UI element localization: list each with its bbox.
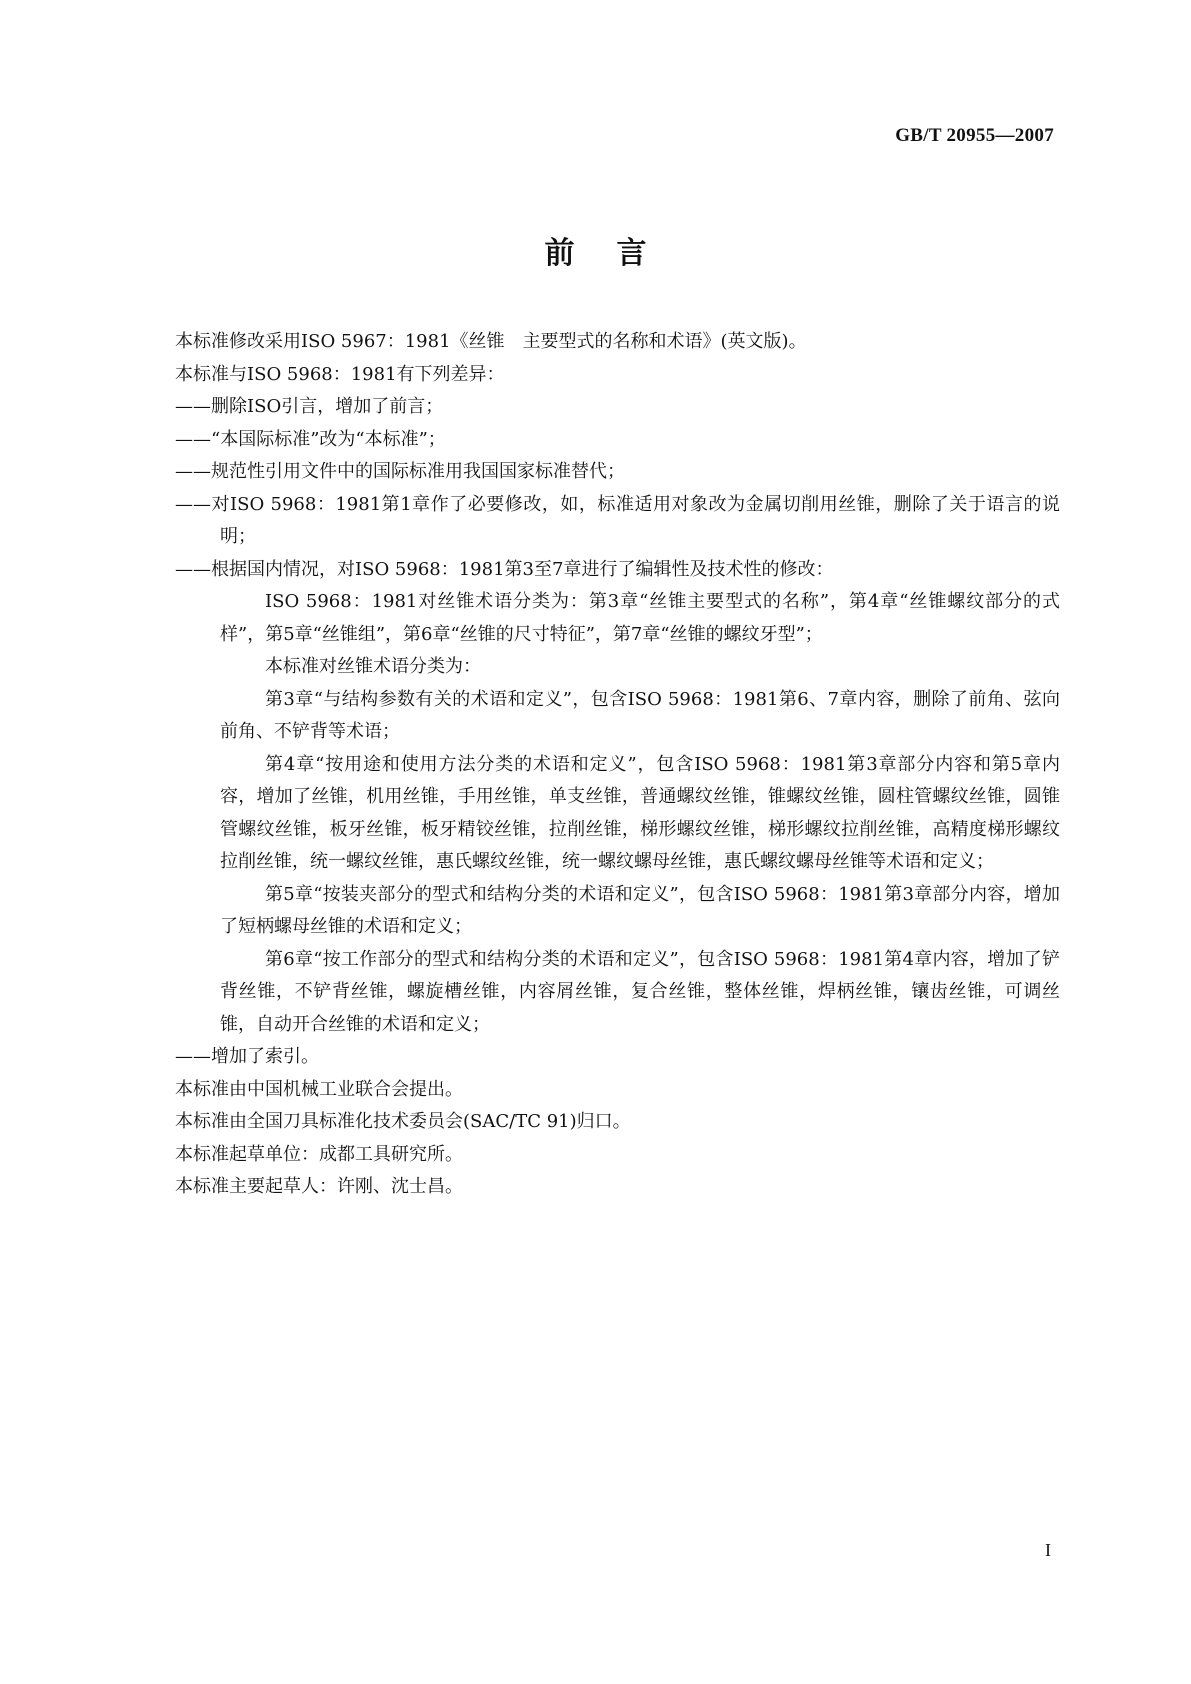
difference-item: ——根据国内情况，对ISO 5968：1981第3至7章进行了编辑性及技术性的修改： bbox=[175, 558, 834, 580]
page-title: 前言 bbox=[544, 236, 689, 271]
paragraph-adoption: 本标准修改采用ISO 5967：1981《丝锥 主要型式的名称和术语》(英文版)。 bbox=[175, 331, 807, 352]
paragraph-drafters: 本标准主要起草人：许刚、沈士昌。 bbox=[175, 1176, 463, 1197]
sub-paragraph: ISO 5968：1981对丝锥术语分类为：第3章“丝锥主要型式的名称”，第4章“丝锥螺纹部分的式样”，第5章“丝锥组”，第6章“丝锥的尺寸特征”，第7章“丝锥的螺纹牙型”； bbox=[220, 591, 1060, 645]
paragraph-proposer: 本标准由中国机械工业联合会提出。 bbox=[175, 1078, 463, 1100]
sub-paragraph: 第6章“按工作部分的型式和结构分类的术语和定义”，包含ISO 5968：1981第4章内容，增加了铲背丝锥，不铲背丝锥，螺旋槽丝锥，内容屑丝锥，复合丝锥，整体丝锥，焊柄丝锥，镶齿丝锥，可调丝锥，自动开合丝锥的术语和定义； bbox=[220, 948, 1060, 1035]
page-number: I bbox=[1045, 1540, 1051, 1560]
paragraph-differences-intro: 本标准与ISO 5968：1981有下列差异： bbox=[175, 363, 505, 385]
standard-number: GB/T 20955—2007 bbox=[895, 125, 1054, 146]
sub-paragraph: 第5章“按装夹部分的型式和结构分类的术语和定义”，包含ISO 5968：1981第3章部分内容，增加了短柄螺母丝锥的术语和定义； bbox=[220, 883, 1060, 937]
paragraph-committee: 本标准由全国刀具标准化技术委员会(SAC/TC 91)归口。 bbox=[175, 1111, 631, 1132]
sub-paragraph: 第4章“按用途和使用方法分类的术语和定义”，包含ISO 5968：1981第3章部分内容和第5章内容，增加了丝锥，机用丝锥，手用丝锥，单支丝锥，普通螺纹丝锥，锥螺纹丝锥，圆柱管螺纹丝锥，圆锥管螺纹丝锥，板牙丝锥，板牙精铰丝锥，拉削丝锥，梯形螺纹丝锥，梯形螺纹拉削丝锥，高精度梯形螺纹拉削丝锥，统一螺纹丝锥，惠氏螺纹丝锥，统一螺纹螺母丝锥，惠氏螺纹螺母丝锥等术语和定义； bbox=[220, 753, 1060, 872]
difference-item: ——对ISO 5968：1981第1章作了必要修改，如，标准适用对象改为金属切削用丝锥，删除了关于语言的说明； bbox=[175, 493, 1060, 547]
difference-item: ——删除ISO引言，增加了前言； bbox=[175, 396, 444, 417]
foreword-body bbox=[175, 326, 1060, 1204]
sub-paragraph: 本标准对丝锥术语分类为： bbox=[265, 656, 481, 677]
paragraph-drafting-unit: 本标准起草单位：成都工具研究所。 bbox=[175, 1143, 463, 1165]
difference-item: ——增加了索引。 bbox=[175, 1046, 319, 1067]
difference-item: ——规范性引用文件中的国际标准用我国国家标准替代； bbox=[175, 461, 625, 482]
difference-item: ——“本国际标准”改为“本标准”； bbox=[175, 428, 446, 450]
sub-paragraph: 第3章“与结构参数有关的术语和定义”，包含ISO 5968：1981第6、7章内容，删除了前角、弦向前角、不铲背等术语； bbox=[220, 688, 1060, 742]
